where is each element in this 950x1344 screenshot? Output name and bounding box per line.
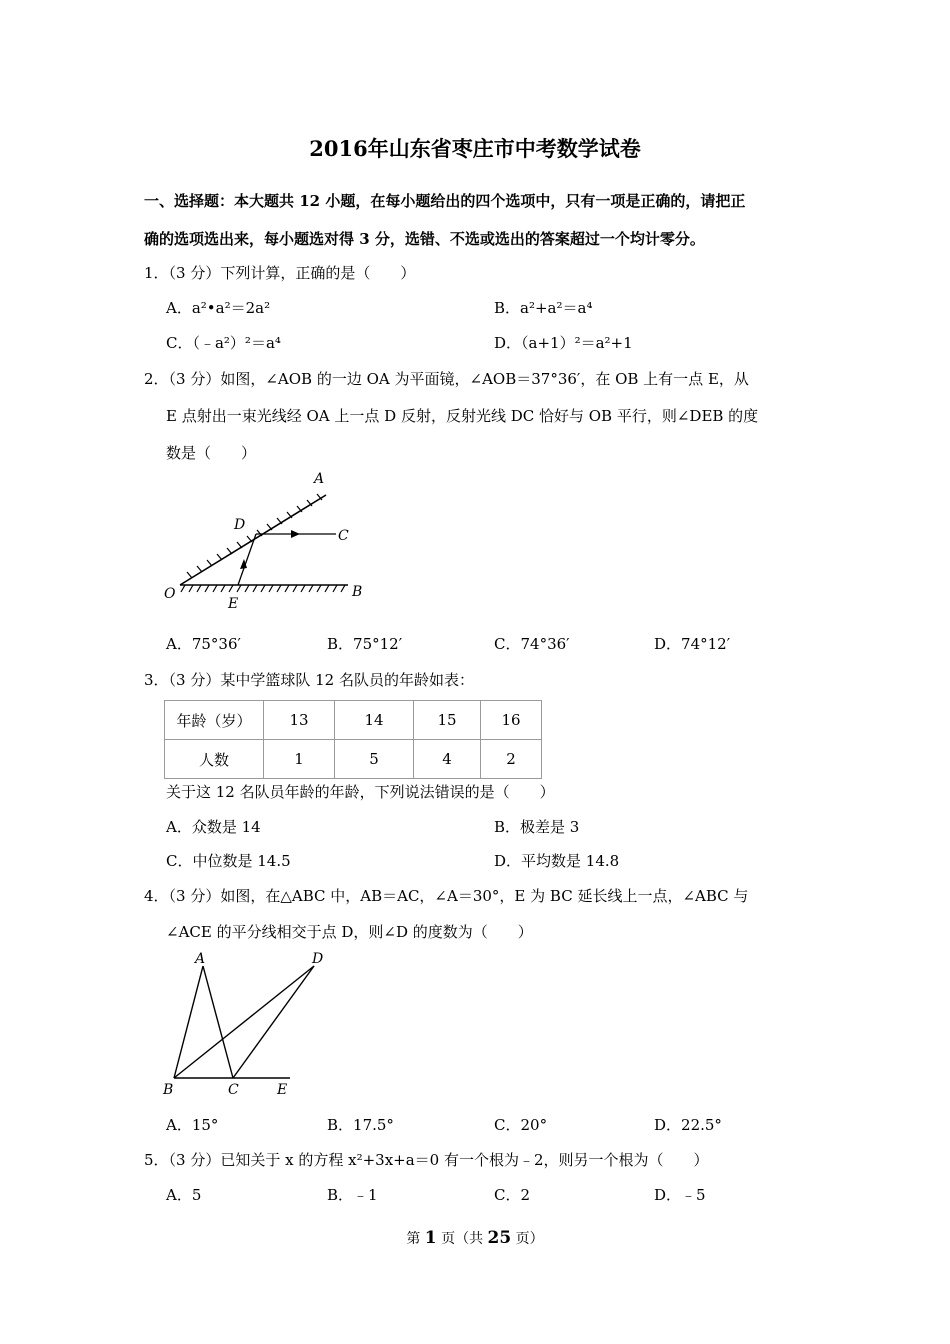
- figure-label-c: C: [228, 1082, 239, 1098]
- section-instructions-line1: 一、选择题：本大题共 12 小题，在每小题给出的四个选项中，只有一项是正确的，请把正: [144, 192, 746, 210]
- question-2-option-d: D．74°12′: [654, 635, 731, 653]
- figure-label-d: D: [312, 951, 324, 967]
- table-cell: 5: [335, 740, 414, 779]
- question-3-option-d: D．平均数是 14.8: [494, 852, 620, 870]
- question-1-option-b: B．a²+a²＝a⁴: [494, 299, 593, 317]
- table-cell: 16: [481, 701, 542, 740]
- footer-prefix: 第: [406, 1231, 421, 1247]
- figure-label-o: O: [164, 586, 176, 602]
- figure-label-e: E: [228, 596, 239, 612]
- table-cell: 年龄（岁）: [165, 701, 264, 740]
- question-2-option-a: A．75°36′: [166, 635, 241, 653]
- question-1-option-d: D．（a+1）²＝a²+1: [494, 334, 633, 352]
- question-3-stem: 3．（3 分）某中学篮球队 12 名队员的年龄如表：: [144, 671, 474, 689]
- question-2-line3: 数是（ ）: [166, 444, 257, 462]
- question-4-option-a: A．15°: [166, 1116, 219, 1134]
- footer-middle: 页（共: [441, 1231, 484, 1247]
- question-1-option-a: A．a²•a²＝2a²: [166, 299, 271, 317]
- question-3-after-table: 关于这 12 名队员年龄的年龄，下列说法错误的是（ ）: [166, 783, 555, 801]
- figure-label-b: B: [163, 1082, 174, 1098]
- footer-suffix: 页）: [515, 1231, 544, 1247]
- question-2-line2: E 点射出一束光线经 OA 上一点 D 反射，反射光线 DC 恰好与 OB 平行，则∠DEB 的度: [166, 407, 759, 425]
- table-cell: 4: [414, 740, 481, 779]
- section-instructions-line2: 确的选项选出来，每小题选对得 3 分，选错、不选或选出的答案超过一个均计零分。: [144, 230, 705, 248]
- question-4-line2: ∠ACE 的平分线相交于点 D，则∠D 的度数为（ ）: [166, 923, 533, 941]
- table-cell: 14: [335, 701, 414, 740]
- footer-total-pages: 25: [487, 1228, 512, 1248]
- question-1-stem: 1．（3 分）下列计算，正确的是（ ）: [144, 264, 416, 282]
- question-4-option-b: B．17.5°: [327, 1116, 394, 1134]
- table-cell: 2: [481, 740, 542, 779]
- table-cell: 15: [414, 701, 481, 740]
- figure-label-e: E: [277, 1082, 288, 1098]
- question-3-option-c: C．中位数是 14.5: [166, 852, 291, 870]
- page-title: 2016年山东省枣庄市中考数学试卷: [309, 136, 641, 161]
- question-2-option-c: C．74°36′: [494, 635, 570, 653]
- question-2-mirror-figure: [160, 468, 380, 616]
- table-cell: 1: [264, 740, 335, 779]
- question-3-option-a: A．众数是 14: [166, 818, 261, 836]
- age-table: [164, 700, 542, 779]
- question-5-option-d: D．﹣5: [654, 1186, 706, 1204]
- question-5-option-c: C．2: [494, 1186, 531, 1204]
- figure-label-d: D: [234, 517, 246, 533]
- figure-label-a: A: [314, 471, 325, 487]
- table-cell: 人数: [165, 740, 264, 779]
- figure-label-b: B: [352, 584, 363, 600]
- question-3-option-b: B．极差是 3: [494, 818, 580, 836]
- question-2-option-b: B．75°12′: [327, 635, 403, 653]
- table-row: [165, 701, 542, 740]
- question-5-stem: 5．（3 分）已知关于 x 的方程 x²+3x+a＝0 有一个根为﹣2，则另一个根为（ ）: [144, 1151, 709, 1169]
- figure-label-c: C: [338, 528, 349, 544]
- footer-page-number: 1: [424, 1228, 437, 1248]
- question-4-option-c: C．20°: [494, 1116, 548, 1134]
- page-footer: [0, 1228, 950, 1248]
- question-5-option-b: B．﹣1: [327, 1186, 378, 1204]
- question-5-option-a: A．5: [166, 1186, 202, 1204]
- question-1-option-c: C．（﹣a²）²＝a⁴: [166, 334, 281, 352]
- table-row: [165, 740, 542, 779]
- figure-label-a: A: [195, 951, 206, 967]
- question-4-triangle-figure: [160, 948, 335, 1098]
- table-cell: 13: [264, 701, 335, 740]
- question-4-option-d: D．22.5°: [654, 1116, 722, 1134]
- question-4-line1: 4．（3 分）如图，在△ABC 中，AB＝AC，∠A＝30°，E 为 BC 延长线上一点，∠ABC 与: [144, 887, 749, 905]
- question-2-line1: 2．（3 分）如图，∠AOB 的一边 OA 为平面镜，∠AOB＝37°36′，在 OB 上有一点 E，从: [144, 370, 749, 388]
